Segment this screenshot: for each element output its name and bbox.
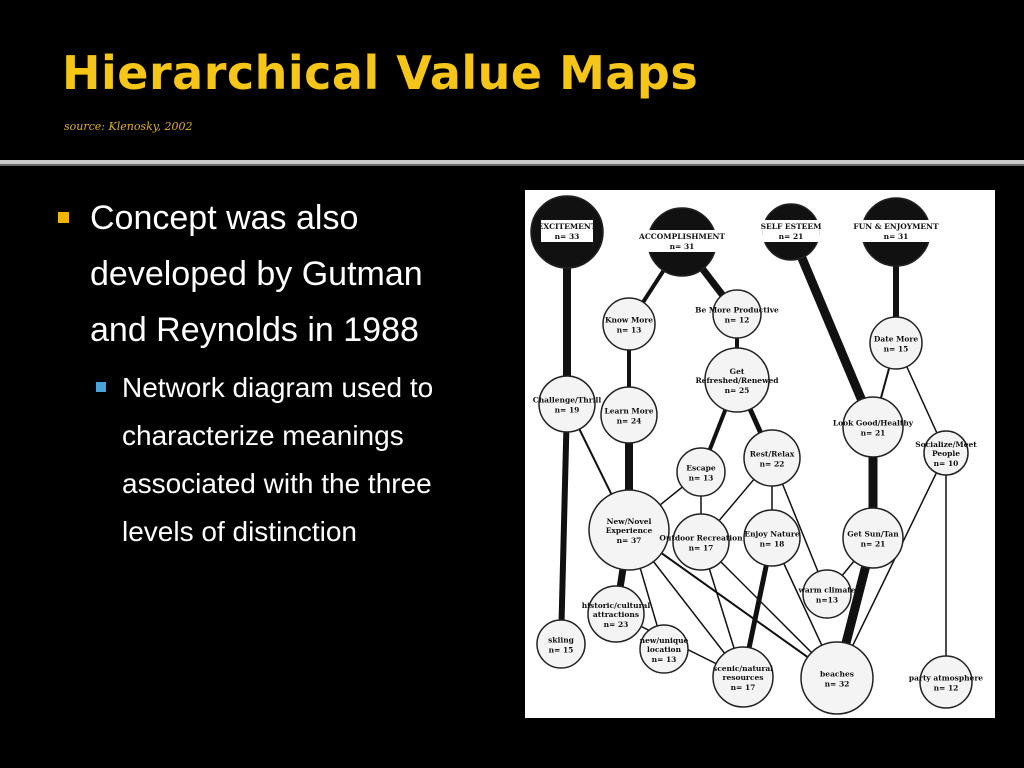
bullet-text: Concept was also developed by Gutman and Reynolds in 1988 (90, 199, 423, 349)
node-get_refreshed (695, 348, 779, 412)
node-scenic (713, 647, 773, 707)
node-label: resources (722, 673, 764, 682)
node-label: new/unique (639, 636, 689, 645)
node-label: Get (729, 367, 745, 376)
node-date_more (870, 317, 922, 369)
node-new_unique (640, 625, 689, 673)
node-label: Know More (604, 315, 654, 325)
node-count: n= 13 (651, 655, 677, 664)
node-count: n= 37 (616, 536, 642, 545)
node-label: location (646, 645, 682, 654)
node-party (909, 656, 983, 708)
node-look_good (833, 397, 914, 457)
node-label: Rest/Relax (749, 449, 795, 459)
node-label: party atmosphere (908, 673, 984, 683)
node-label: warm climate (798, 585, 856, 595)
slide-header (0, 0, 1024, 158)
node-label: Get Sun/Tan (847, 529, 899, 539)
bullet-item-level-2 (58, 364, 488, 556)
node-escape (677, 448, 725, 496)
node-count: n= 25 (724, 386, 750, 395)
bullet-list (58, 190, 488, 556)
node-skiing (537, 620, 585, 668)
node-label: Be More Productive (695, 305, 779, 315)
node-label: Enjoy Nature (744, 529, 800, 539)
node-label: Outdoor Recreation (659, 533, 743, 543)
node-count: n= 17 (688, 543, 714, 553)
node-label: historic/cultural (581, 601, 651, 610)
node-count: n= 17 (730, 683, 756, 692)
node-count: n= 19 (554, 405, 580, 415)
slide-source: source: Klenosky, 2002 (64, 120, 193, 133)
hierarchical-value-map (525, 190, 995, 718)
node-socialize (915, 431, 977, 475)
node-count: n= 22 (759, 459, 785, 469)
node-historic (582, 586, 651, 642)
node-count: n= 33 (554, 232, 580, 241)
node-enjoy_nature (744, 510, 800, 566)
node-label: Date More (873, 334, 919, 344)
node-label: FUN & ENJOYMENT (853, 222, 939, 231)
square-bullet-icon (96, 382, 106, 392)
node-beaches (801, 642, 873, 714)
node-know_more (603, 298, 655, 350)
node-self_esteem (761, 204, 822, 260)
node-count: n= 12 (933, 683, 959, 693)
node-challenge_thrill (533, 376, 602, 432)
node-count: n= 31 (883, 232, 909, 241)
node-label: skiing (548, 635, 574, 645)
node-excitement (531, 196, 603, 268)
node-label: scenic/natural (712, 664, 774, 673)
node-label: New/Novel (606, 517, 652, 526)
edge-challenge_thrill-skiing (561, 404, 567, 644)
node-label: attractions (592, 610, 640, 619)
node-learn_more (601, 387, 657, 443)
node-count: n= 15 (883, 344, 909, 354)
node-label: Escape (686, 463, 716, 473)
node-count: n= 12 (724, 315, 750, 325)
node-count: n=13 (815, 595, 839, 605)
node-label: SELF ESTEEM (760, 222, 822, 231)
slide-title: Hierarchical Value Maps (62, 46, 699, 100)
node-label: People (931, 449, 961, 458)
node-count: n= 32 (824, 679, 850, 689)
edge-socialize-beaches (837, 453, 946, 678)
node-count: n= 21 (778, 232, 804, 241)
node-count: n= 13 (688, 473, 714, 483)
value-map-svg (525, 190, 995, 718)
node-count: n= 21 (860, 539, 886, 549)
node-fun_enjoyment (853, 198, 939, 266)
node-be_more_productive (695, 290, 779, 338)
node-count: n= 15 (548, 645, 574, 655)
bullet-item-level-1 (58, 190, 488, 358)
node-count: n= 13 (616, 325, 642, 335)
node-label: Look Good/Healthy (832, 418, 914, 428)
node-label: beaches (820, 669, 854, 679)
node-count: n= 10 (933, 459, 959, 468)
node-count: n= 24 (616, 416, 642, 426)
node-count: n= 31 (669, 242, 695, 251)
node-label: Learn More (604, 406, 654, 416)
node-count: n= 21 (860, 428, 886, 438)
node-new_novel (589, 490, 669, 570)
header-divider-shadow (0, 164, 1024, 166)
edge-self_esteem-look_good (791, 232, 873, 427)
node-label: Challenge/Thrill (532, 395, 602, 405)
node-label: Experience (605, 526, 653, 535)
node-get_sun (843, 508, 903, 568)
node-accomplishment (638, 208, 725, 276)
node-label: Socialize/Meet (915, 440, 977, 449)
bullet-text: Network diagram used to characterize meanings associated with the three levels of distinction (122, 372, 434, 547)
node-label: EXCITEMENT (537, 222, 597, 231)
node-label: Refreshed/Renewed (695, 376, 779, 385)
node-count: n= 18 (759, 539, 785, 549)
square-bullet-icon (58, 212, 69, 223)
node-rest_relax (744, 430, 800, 486)
node-label: ACCOMPLISHMENT (639, 232, 725, 241)
node-count: n= 23 (603, 620, 629, 629)
